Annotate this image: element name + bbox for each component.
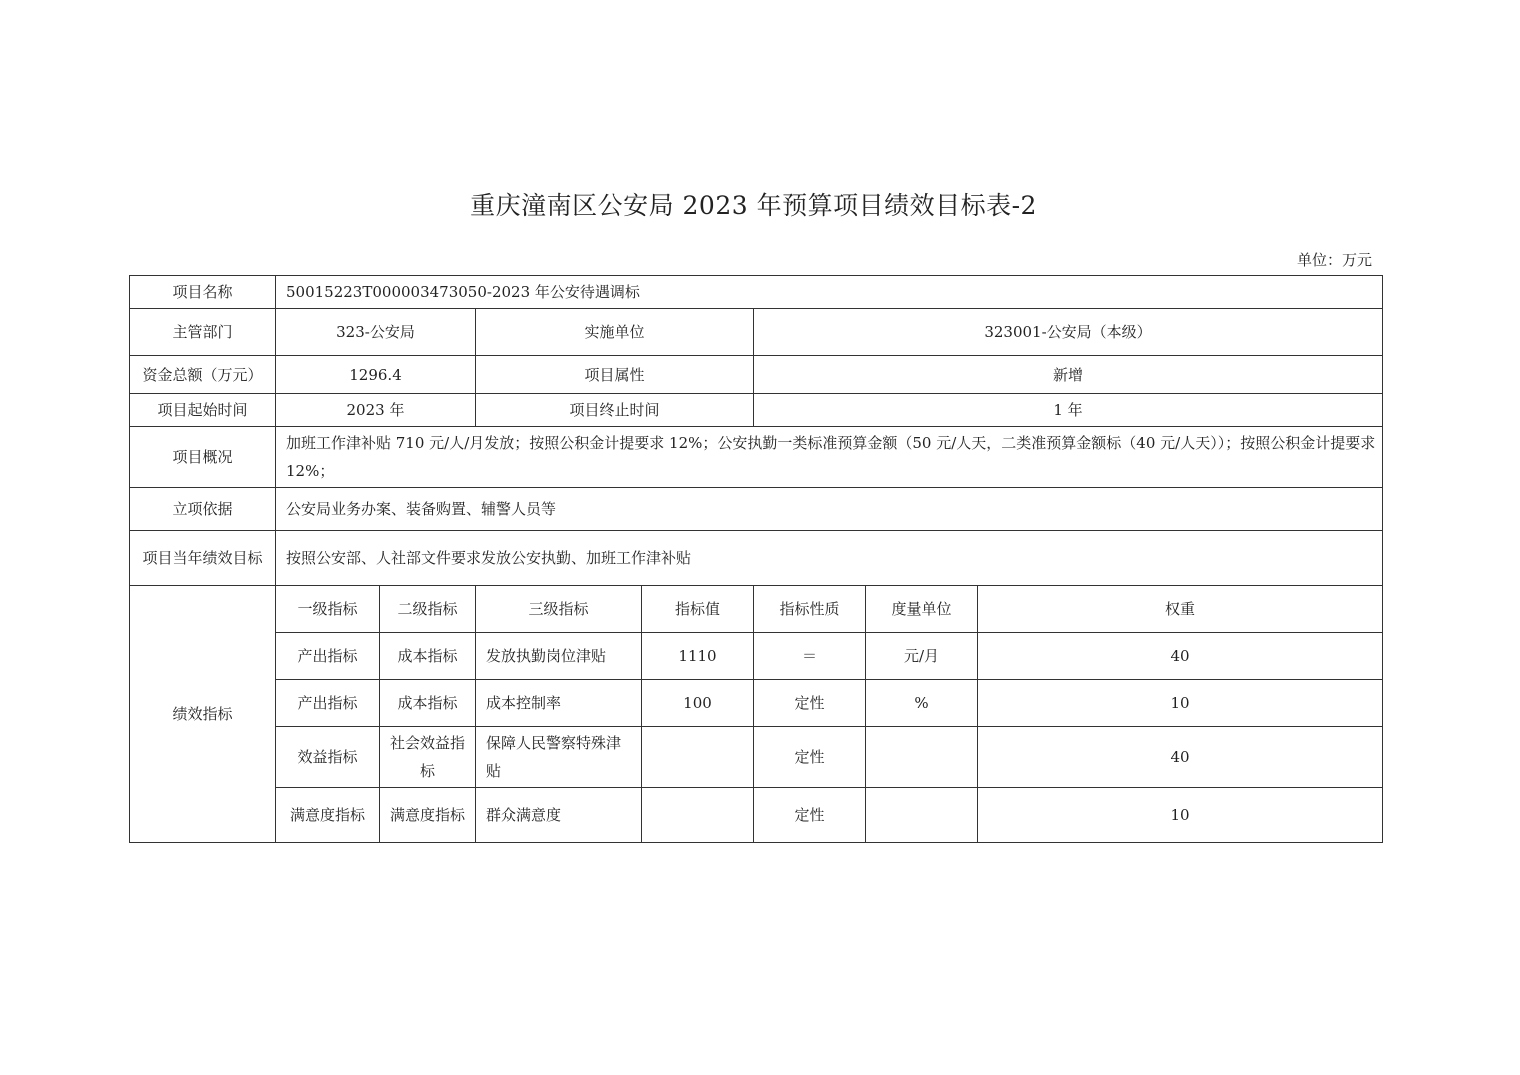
indicators-label: 绩效指标 xyxy=(130,586,276,843)
table-row xyxy=(130,356,1383,394)
row-value xyxy=(642,727,754,788)
fund-value: 1296.4 xyxy=(276,356,476,394)
end-value: 1 年 xyxy=(754,394,1383,427)
row-weight: 40 xyxy=(978,727,1383,788)
attr-label: 项目属性 xyxy=(476,356,754,394)
table-row xyxy=(130,680,1383,727)
row-value xyxy=(642,788,754,843)
table-row xyxy=(130,788,1383,843)
row-unit xyxy=(866,727,978,788)
row-weight: 40 xyxy=(978,633,1383,680)
header-value: 指标值 xyxy=(642,586,754,633)
row-level1: 满意度指标 xyxy=(276,788,380,843)
row-level1: 效益指标 xyxy=(276,727,380,788)
table-row xyxy=(130,276,1383,309)
header-level1: 一级指标 xyxy=(276,586,380,633)
start-label: 项目起始时间 xyxy=(130,394,276,427)
start-value: 2023 年 xyxy=(276,394,476,427)
attr-value: 新增 xyxy=(754,356,1383,394)
table-row xyxy=(130,727,1383,788)
row-nature: 定性 xyxy=(754,788,866,843)
document-title: 重庆潼南区公安局 2023 年预算项目绩效目标表-2 xyxy=(470,191,1037,220)
unit-label: 单位：万元 xyxy=(1296,251,1372,269)
row-level3: 成本控制率 xyxy=(476,680,642,727)
goal-value: 按照公安部、人社部文件要求发放公安执勤、加班工作津补贴 xyxy=(276,531,1383,586)
row-unit: 元/月 xyxy=(866,633,978,680)
row-weight: 10 xyxy=(978,788,1383,843)
table-row xyxy=(130,309,1383,356)
row-level1: 产出指标 xyxy=(276,633,380,680)
impl-unit-label: 实施单位 xyxy=(476,309,754,356)
summary-label: 项目概况 xyxy=(130,427,276,488)
performance-table xyxy=(129,275,1383,843)
dept-value: 323-公安局 xyxy=(276,309,476,356)
row-value: 100 xyxy=(642,680,754,727)
table-row xyxy=(130,488,1383,531)
row-unit xyxy=(866,788,978,843)
dept-label: 主管部门 xyxy=(130,309,276,356)
row-level2: 成本指标 xyxy=(380,680,476,727)
table-row xyxy=(130,427,1383,488)
row-level1: 产出指标 xyxy=(276,680,380,727)
end-label: 项目终止时间 xyxy=(476,394,754,427)
row-level3: 发放执勤岗位津贴 xyxy=(476,633,642,680)
summary-value: 加班工作津补贴 710 元/人/月发放；按照公积金计提要求 12%；公安执勤一类标准预算金额（50 元/人天，二类准预算金额标（40 元/人天））；按照公积金计提要求 12%； xyxy=(276,427,1383,488)
header-weight: 权重 xyxy=(978,586,1383,633)
row-level2: 社会效益指标 xyxy=(380,727,476,788)
project-name-label: 项目名称 xyxy=(130,276,276,309)
table-row xyxy=(130,633,1383,680)
table-row xyxy=(130,394,1383,427)
row-value: 1110 xyxy=(642,633,754,680)
row-nature: 定性 xyxy=(754,680,866,727)
row-level3: 群众满意度 xyxy=(476,788,642,843)
row-level3: 保障人民警察特殊津贴 xyxy=(476,727,642,788)
row-weight: 10 xyxy=(978,680,1383,727)
project-name-value: 50015223T000003473050-2023 年公安待遇调标 xyxy=(276,276,1383,309)
table-row xyxy=(130,531,1383,586)
header-level2: 二级指标 xyxy=(380,586,476,633)
row-nature: 定性 xyxy=(754,727,866,788)
basis-label: 立项依据 xyxy=(130,488,276,531)
header-unit: 度量单位 xyxy=(866,586,978,633)
row-level2: 满意度指标 xyxy=(380,788,476,843)
fund-label: 资金总额（万元） xyxy=(130,356,276,394)
row-nature: ＝ xyxy=(754,633,866,680)
basis-value: 公安局业务办案、装备购置、辅警人员等 xyxy=(276,488,1383,531)
goal-label: 项目当年绩效目标 xyxy=(130,531,276,586)
header-nature: 指标性质 xyxy=(754,586,866,633)
table-row xyxy=(130,586,1383,633)
impl-unit-value: 323001-公安局（本级） xyxy=(754,309,1383,356)
header-level3: 三级指标 xyxy=(476,586,642,633)
row-unit: % xyxy=(866,680,978,727)
row-level2: 成本指标 xyxy=(380,633,476,680)
